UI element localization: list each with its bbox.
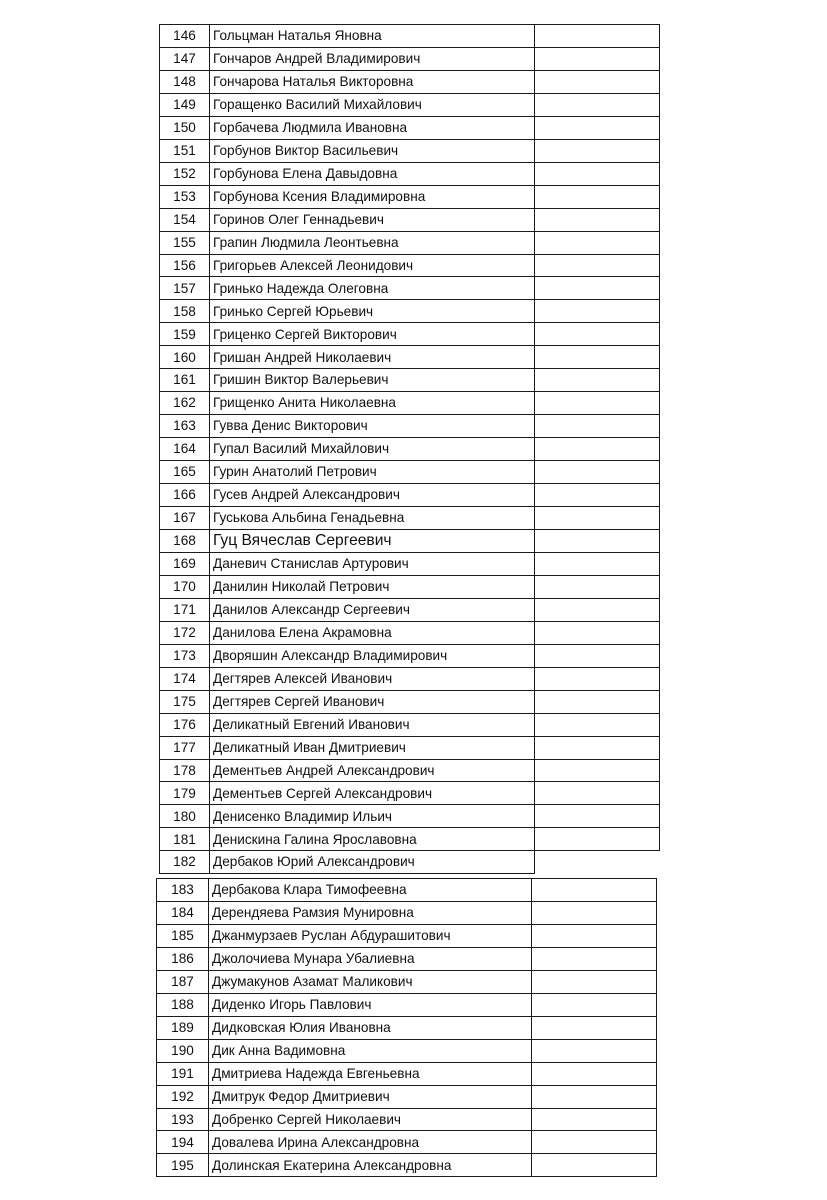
- empty-mark-cell: [535, 575, 660, 598]
- table-row: [160, 690, 660, 713]
- row-number-cell: 176: [160, 713, 210, 736]
- empty-mark-cell: [535, 346, 660, 369]
- table-row: [160, 507, 660, 530]
- empty-mark-cell: [532, 901, 657, 924]
- row-number-cell: 147: [160, 47, 210, 70]
- table-row: [160, 392, 660, 415]
- row-number-cell: 148: [160, 70, 210, 93]
- table-row: [160, 277, 660, 300]
- empty-mark-cell: [535, 552, 660, 575]
- full-name-cell: Гувва Денис Викторович: [210, 415, 535, 438]
- empty-mark-cell: [535, 415, 660, 438]
- row-number-cell: 182: [160, 851, 210, 874]
- table-row: [160, 25, 660, 48]
- full-name-cell: Дмитрук Федор Дмитриевич: [209, 1085, 532, 1108]
- empty-mark-cell: [535, 116, 660, 139]
- table-row: [160, 851, 660, 874]
- empty-mark-cell: [535, 851, 660, 874]
- full-name-cell: Дворяшин Александр Владимирович: [210, 644, 535, 667]
- full-name-cell: Денискина Галина Ярославовна: [210, 828, 535, 851]
- table-row: [160, 759, 660, 782]
- table-row: [160, 529, 660, 552]
- table-row: [160, 185, 660, 208]
- full-name-cell: Гринько Надежда Олеговна: [210, 277, 535, 300]
- table-row: [157, 993, 657, 1016]
- full-name-cell: Гуськова Альбина Генадьевна: [210, 507, 535, 530]
- row-number-cell: 160: [160, 346, 210, 369]
- full-name-cell: Гупал Василий Михайлович: [210, 438, 535, 461]
- row-number-cell: 189: [157, 1016, 209, 1039]
- row-number-cell: 179: [160, 782, 210, 805]
- empty-mark-cell: [532, 1016, 657, 1039]
- full-name-cell: Данилин Николай Петрович: [210, 575, 535, 598]
- empty-mark-cell: [535, 461, 660, 484]
- full-name-cell: Гончаров Андрей Владимирович: [210, 47, 535, 70]
- empty-mark-cell: [532, 1062, 657, 1085]
- table-row: [160, 208, 660, 231]
- empty-mark-cell: [535, 139, 660, 162]
- row-number-cell: 177: [160, 736, 210, 759]
- row-number-cell: 146: [160, 25, 210, 48]
- empty-mark-cell: [535, 644, 660, 667]
- table-row: [157, 1154, 657, 1177]
- participants-table-lower-body: [157, 879, 657, 1177]
- empty-mark-cell: [535, 782, 660, 805]
- row-number-cell: 150: [160, 116, 210, 139]
- full-name-cell: Дмитриева Надежда Евгеньевна: [209, 1062, 532, 1085]
- row-number-cell: 168: [160, 529, 210, 552]
- row-number-cell: 166: [160, 484, 210, 507]
- row-number-cell: 183: [157, 879, 209, 902]
- table-row: [160, 231, 660, 254]
- full-name-cell: Деликатный Евгений Иванович: [210, 713, 535, 736]
- row-number-cell: 181: [160, 828, 210, 851]
- row-number-cell: 154: [160, 208, 210, 231]
- table-row: [160, 254, 660, 277]
- empty-mark-cell: [535, 70, 660, 93]
- table-row: [160, 323, 660, 346]
- full-name-cell: Гуц Вячеслав Сергеевич: [210, 529, 535, 552]
- table-row: [157, 1039, 657, 1062]
- row-number-cell: 164: [160, 438, 210, 461]
- row-number-cell: 174: [160, 667, 210, 690]
- row-number-cell: 158: [160, 300, 210, 323]
- table-row: [160, 644, 660, 667]
- row-number-cell: 149: [160, 93, 210, 116]
- row-number-cell: 184: [157, 901, 209, 924]
- participants-table-lower: [156, 878, 657, 1177]
- full-name-cell: Горинов Олег Геннадьевич: [210, 208, 535, 231]
- empty-mark-cell: [532, 947, 657, 970]
- table-row: [160, 782, 660, 805]
- row-number-cell: 163: [160, 415, 210, 438]
- empty-mark-cell: [535, 805, 660, 828]
- empty-mark-cell: [535, 254, 660, 277]
- table-row: [157, 970, 657, 993]
- row-number-cell: 152: [160, 162, 210, 185]
- row-number-cell: 170: [160, 575, 210, 598]
- full-name-cell: Гурин Анатолий Петрович: [210, 461, 535, 484]
- full-name-cell: Гриценко Сергей Викторович: [210, 323, 535, 346]
- table-row: [160, 552, 660, 575]
- row-number-cell: 151: [160, 139, 210, 162]
- table-row: [160, 598, 660, 621]
- empty-mark-cell: [532, 879, 657, 902]
- empty-mark-cell: [532, 924, 657, 947]
- full-name-cell: Гольцман Наталья Яновна: [210, 25, 535, 48]
- row-number-cell: 190: [157, 1039, 209, 1062]
- empty-mark-cell: [532, 1039, 657, 1062]
- participants-table-upper-body: [160, 25, 660, 874]
- empty-mark-cell: [535, 25, 660, 48]
- empty-mark-cell: [535, 690, 660, 713]
- full-name-cell: Джанмурзаев Руслан Абдурашитович: [209, 924, 532, 947]
- table-row: [160, 70, 660, 93]
- row-number-cell: 157: [160, 277, 210, 300]
- empty-mark-cell: [535, 47, 660, 70]
- empty-mark-cell: [535, 185, 660, 208]
- empty-mark-cell: [535, 713, 660, 736]
- empty-mark-cell: [532, 1131, 657, 1154]
- full-name-cell: Деликатный Иван Дмитриевич: [210, 736, 535, 759]
- table-row: [160, 713, 660, 736]
- full-name-cell: Дербакова Клара Тимофеевна: [209, 879, 532, 902]
- row-number-cell: 172: [160, 621, 210, 644]
- full-name-cell: Грапин Людмила Леонтьевна: [210, 231, 535, 254]
- empty-mark-cell: [535, 438, 660, 461]
- full-name-cell: Дербаков Юрий Александрович: [210, 851, 535, 874]
- empty-mark-cell: [535, 828, 660, 851]
- table-row: [157, 879, 657, 902]
- empty-mark-cell: [535, 484, 660, 507]
- row-number-cell: 178: [160, 759, 210, 782]
- row-number-cell: 180: [160, 805, 210, 828]
- table-row: [160, 346, 660, 369]
- row-number-cell: 156: [160, 254, 210, 277]
- full-name-cell: Горбунова Елена Давыдовна: [210, 162, 535, 185]
- row-number-cell: 153: [160, 185, 210, 208]
- empty-mark-cell: [535, 93, 660, 116]
- empty-mark-cell: [535, 667, 660, 690]
- empty-mark-cell: [535, 231, 660, 254]
- table-row: [160, 139, 660, 162]
- empty-mark-cell: [535, 323, 660, 346]
- full-name-cell: Гусев Андрей Александрович: [210, 484, 535, 507]
- full-name-cell: Гришин Виктор Валерьевич: [210, 369, 535, 392]
- table-row: [160, 300, 660, 323]
- table-row: [160, 667, 660, 690]
- table-row: [157, 901, 657, 924]
- full-name-cell: Грищенко Анита Николаевна: [210, 392, 535, 415]
- full-name-cell: Данилов Александр Сергеевич: [210, 598, 535, 621]
- table-row: [160, 162, 660, 185]
- full-name-cell: Горбачева Людмила Ивановна: [210, 116, 535, 139]
- empty-mark-cell: [535, 208, 660, 231]
- table-row: [160, 484, 660, 507]
- row-number-cell: 162: [160, 392, 210, 415]
- row-number-cell: 186: [157, 947, 209, 970]
- empty-mark-cell: [535, 529, 660, 552]
- full-name-cell: Диденко Игорь Павлович: [209, 993, 532, 1016]
- full-name-cell: Денисенко Владимир Ильич: [210, 805, 535, 828]
- table-row: [160, 736, 660, 759]
- row-number-cell: 175: [160, 690, 210, 713]
- full-name-cell: Григорьев Алексей Леонидович: [210, 254, 535, 277]
- full-name-cell: Данилова Елена Акрамовна: [210, 621, 535, 644]
- empty-mark-cell: [535, 598, 660, 621]
- full-name-cell: Добренко Сергей Николаевич: [209, 1108, 532, 1131]
- table-row: [160, 438, 660, 461]
- participants-table-upper: [159, 24, 660, 874]
- empty-mark-cell: [535, 277, 660, 300]
- empty-mark-cell: [532, 970, 657, 993]
- empty-mark-cell: [535, 162, 660, 185]
- full-name-cell: Джолочиева Мунара Убалиевна: [209, 947, 532, 970]
- empty-mark-cell: [535, 507, 660, 530]
- empty-mark-cell: [535, 736, 660, 759]
- table-row: [160, 805, 660, 828]
- empty-mark-cell: [535, 621, 660, 644]
- full-name-cell: Долинская Екатерина Александровна: [209, 1154, 532, 1177]
- full-name-cell: Дик Анна Вадимовна: [209, 1039, 532, 1062]
- table-row: [160, 93, 660, 116]
- empty-mark-cell: [535, 392, 660, 415]
- row-number-cell: 185: [157, 924, 209, 947]
- table-row: [160, 828, 660, 851]
- full-name-cell: Дементьев Андрей Александрович: [210, 759, 535, 782]
- full-name-cell: Гринько Сергей Юрьевич: [210, 300, 535, 323]
- row-number-cell: 188: [157, 993, 209, 1016]
- row-number-cell: 187: [157, 970, 209, 993]
- full-name-cell: Горбунова Ксения Владимировна: [210, 185, 535, 208]
- full-name-cell: Дидковская Юлия Ивановна: [209, 1016, 532, 1039]
- empty-mark-cell: [532, 1085, 657, 1108]
- row-number-cell: 169: [160, 552, 210, 575]
- table-row: [157, 1062, 657, 1085]
- full-name-cell: Гончарова Наталья Викторовна: [210, 70, 535, 93]
- row-number-cell: 159: [160, 323, 210, 346]
- table-row: [160, 47, 660, 70]
- full-name-cell: Гришан Андрей Николаевич: [210, 346, 535, 369]
- empty-mark-cell: [532, 993, 657, 1016]
- table-row: [157, 1085, 657, 1108]
- full-name-cell: Дегтярев Сергей Иванович: [210, 690, 535, 713]
- row-number-cell: 195: [157, 1154, 209, 1177]
- full-name-cell: Горащенко Василий Михайлович: [210, 93, 535, 116]
- full-name-cell: Довалева Ирина Александровна: [209, 1131, 532, 1154]
- row-number-cell: 165: [160, 461, 210, 484]
- table-row: [160, 621, 660, 644]
- row-number-cell: 167: [160, 507, 210, 530]
- full-name-cell: Джумакунов Азамат Маликович: [209, 970, 532, 993]
- empty-mark-cell: [535, 759, 660, 782]
- full-name-cell: Горбунов Виктор Васильевич: [210, 139, 535, 162]
- empty-mark-cell: [535, 369, 660, 392]
- empty-mark-cell: [532, 1154, 657, 1177]
- table-row: [157, 947, 657, 970]
- row-number-cell: 191: [157, 1062, 209, 1085]
- row-number-cell: 193: [157, 1108, 209, 1131]
- row-number-cell: 155: [160, 231, 210, 254]
- table-row: [160, 415, 660, 438]
- table-row: [157, 924, 657, 947]
- full-name-cell: Дементьев Сергей Александрович: [210, 782, 535, 805]
- table-row: [160, 461, 660, 484]
- full-name-cell: Дегтярев Алексей Иванович: [210, 667, 535, 690]
- row-number-cell: 173: [160, 644, 210, 667]
- row-number-cell: 161: [160, 369, 210, 392]
- table-row: [160, 369, 660, 392]
- table-row: [160, 116, 660, 139]
- full-name-cell: Дерендяева Рамзия Мунировна: [209, 901, 532, 924]
- row-number-cell: 192: [157, 1085, 209, 1108]
- empty-mark-cell: [535, 300, 660, 323]
- empty-mark-cell: [532, 1108, 657, 1131]
- row-number-cell: 194: [157, 1131, 209, 1154]
- table-row: [157, 1131, 657, 1154]
- full-name-cell: Даневич Станислав Артурович: [210, 552, 535, 575]
- table-row: [160, 575, 660, 598]
- row-number-cell: 171: [160, 598, 210, 621]
- table-row: [157, 1016, 657, 1039]
- table-row: [157, 1108, 657, 1131]
